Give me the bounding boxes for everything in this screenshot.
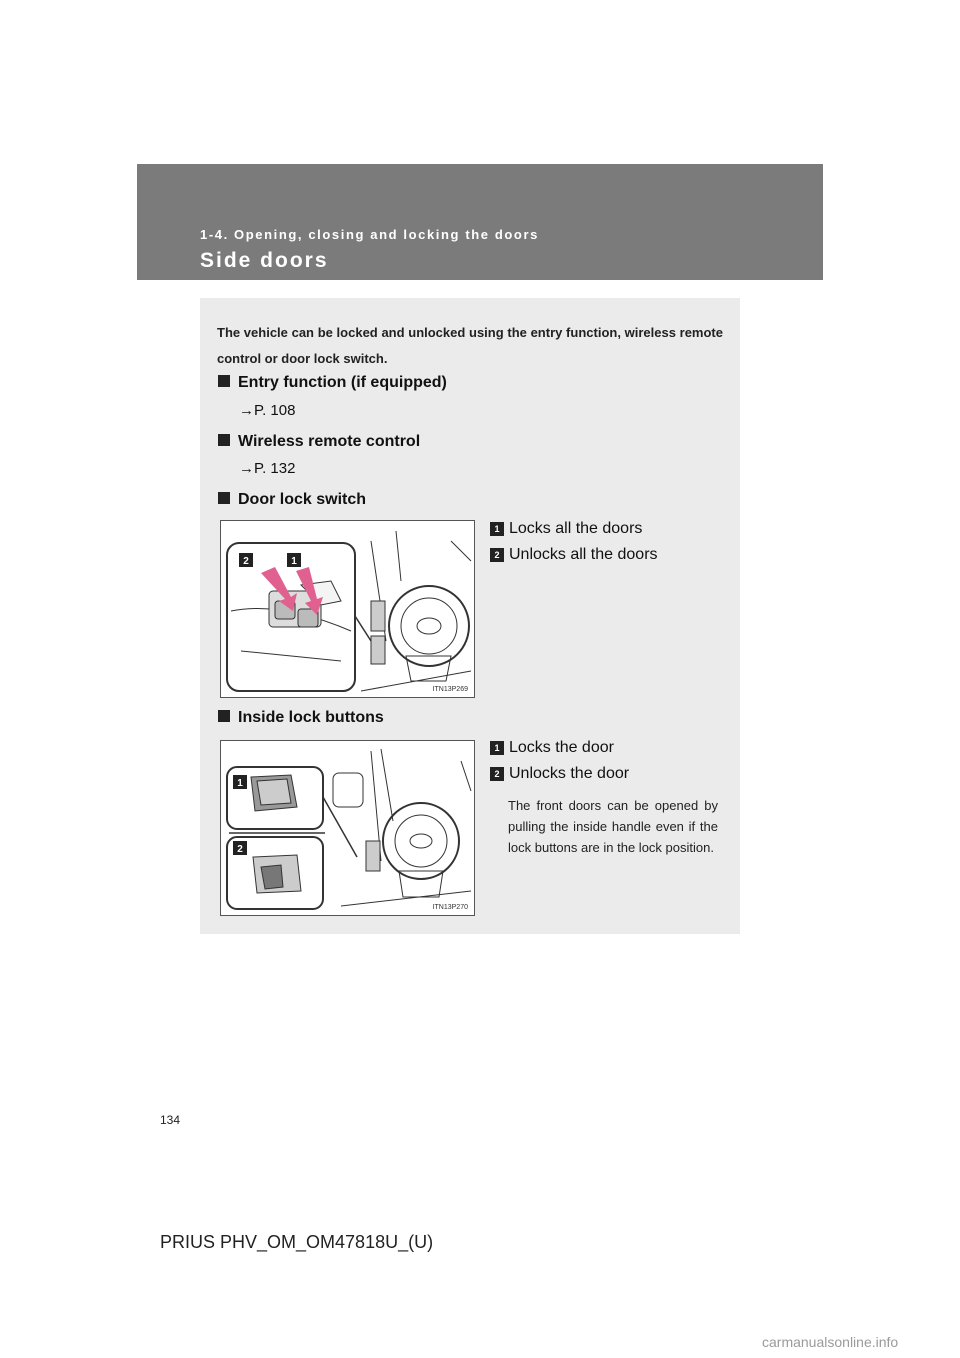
heading-inside-lock-buttons: Inside lock buttons (218, 709, 384, 727)
number-1-badge-icon: 1 (490, 741, 504, 755)
number-1-badge-icon: 1 (490, 522, 504, 536)
door-lock-switch-figure (220, 520, 475, 698)
square-bullet-icon (218, 492, 230, 504)
door-lock-switch-illustration (221, 521, 474, 697)
callout-unlocks-all-doors: 2 Unlocks all the doors (490, 546, 658, 564)
page-number: 134 (160, 1113, 181, 1127)
callout-locks-all-doors: 1 Locks all the doors (490, 520, 642, 538)
square-bullet-icon (218, 375, 230, 387)
intro-text: The vehicle can be locked and unlocked using the entry function, wireless remote control or door lock switch. (217, 325, 723, 366)
figure-code: ITN13P270 (432, 904, 468, 911)
callout-locks-the-door: 1 Locks the door (490, 739, 614, 757)
page-ref-wireless-remote[interactable]: →P. 132 (239, 460, 296, 477)
number-2-badge-icon: 2 (490, 548, 504, 562)
callout-unlocks-the-door: 2 Unlocks the door (490, 765, 629, 783)
watermark: carmanualsonline.info (762, 1334, 899, 1350)
heading-wireless-remote: Wireless remote control (218, 433, 420, 451)
heading-entry-function: Entry function (if equipped) (218, 374, 447, 392)
inside-lock-buttons-figure (220, 740, 475, 916)
inside-lock-buttons-illustration (221, 741, 474, 915)
svg-text:2: 2 (237, 844, 243, 855)
page-ref-entry-function[interactable]: →P. 108 (239, 402, 296, 419)
svg-text:2: 2 (243, 556, 249, 567)
svg-text:1: 1 (291, 556, 297, 567)
svg-text:1: 1 (237, 778, 243, 789)
square-bullet-icon (218, 710, 230, 722)
square-bullet-icon (218, 434, 230, 446)
heading-door-lock-switch: Door lock switch (218, 491, 366, 509)
document-code: PRIUS PHV_OM_OM47818U_(U) (160, 1232, 434, 1252)
figure-code: ITN13P269 (432, 686, 468, 693)
page-title: Side doors (200, 249, 329, 272)
inside-handle-note: The front doors can be opened by pulling the inside handle even if the lock buttons are in the lock position. (508, 798, 718, 855)
section-path: 1-4. Opening, closing and locking the doors (200, 227, 539, 242)
number-2-badge-icon: 2 (490, 767, 504, 781)
